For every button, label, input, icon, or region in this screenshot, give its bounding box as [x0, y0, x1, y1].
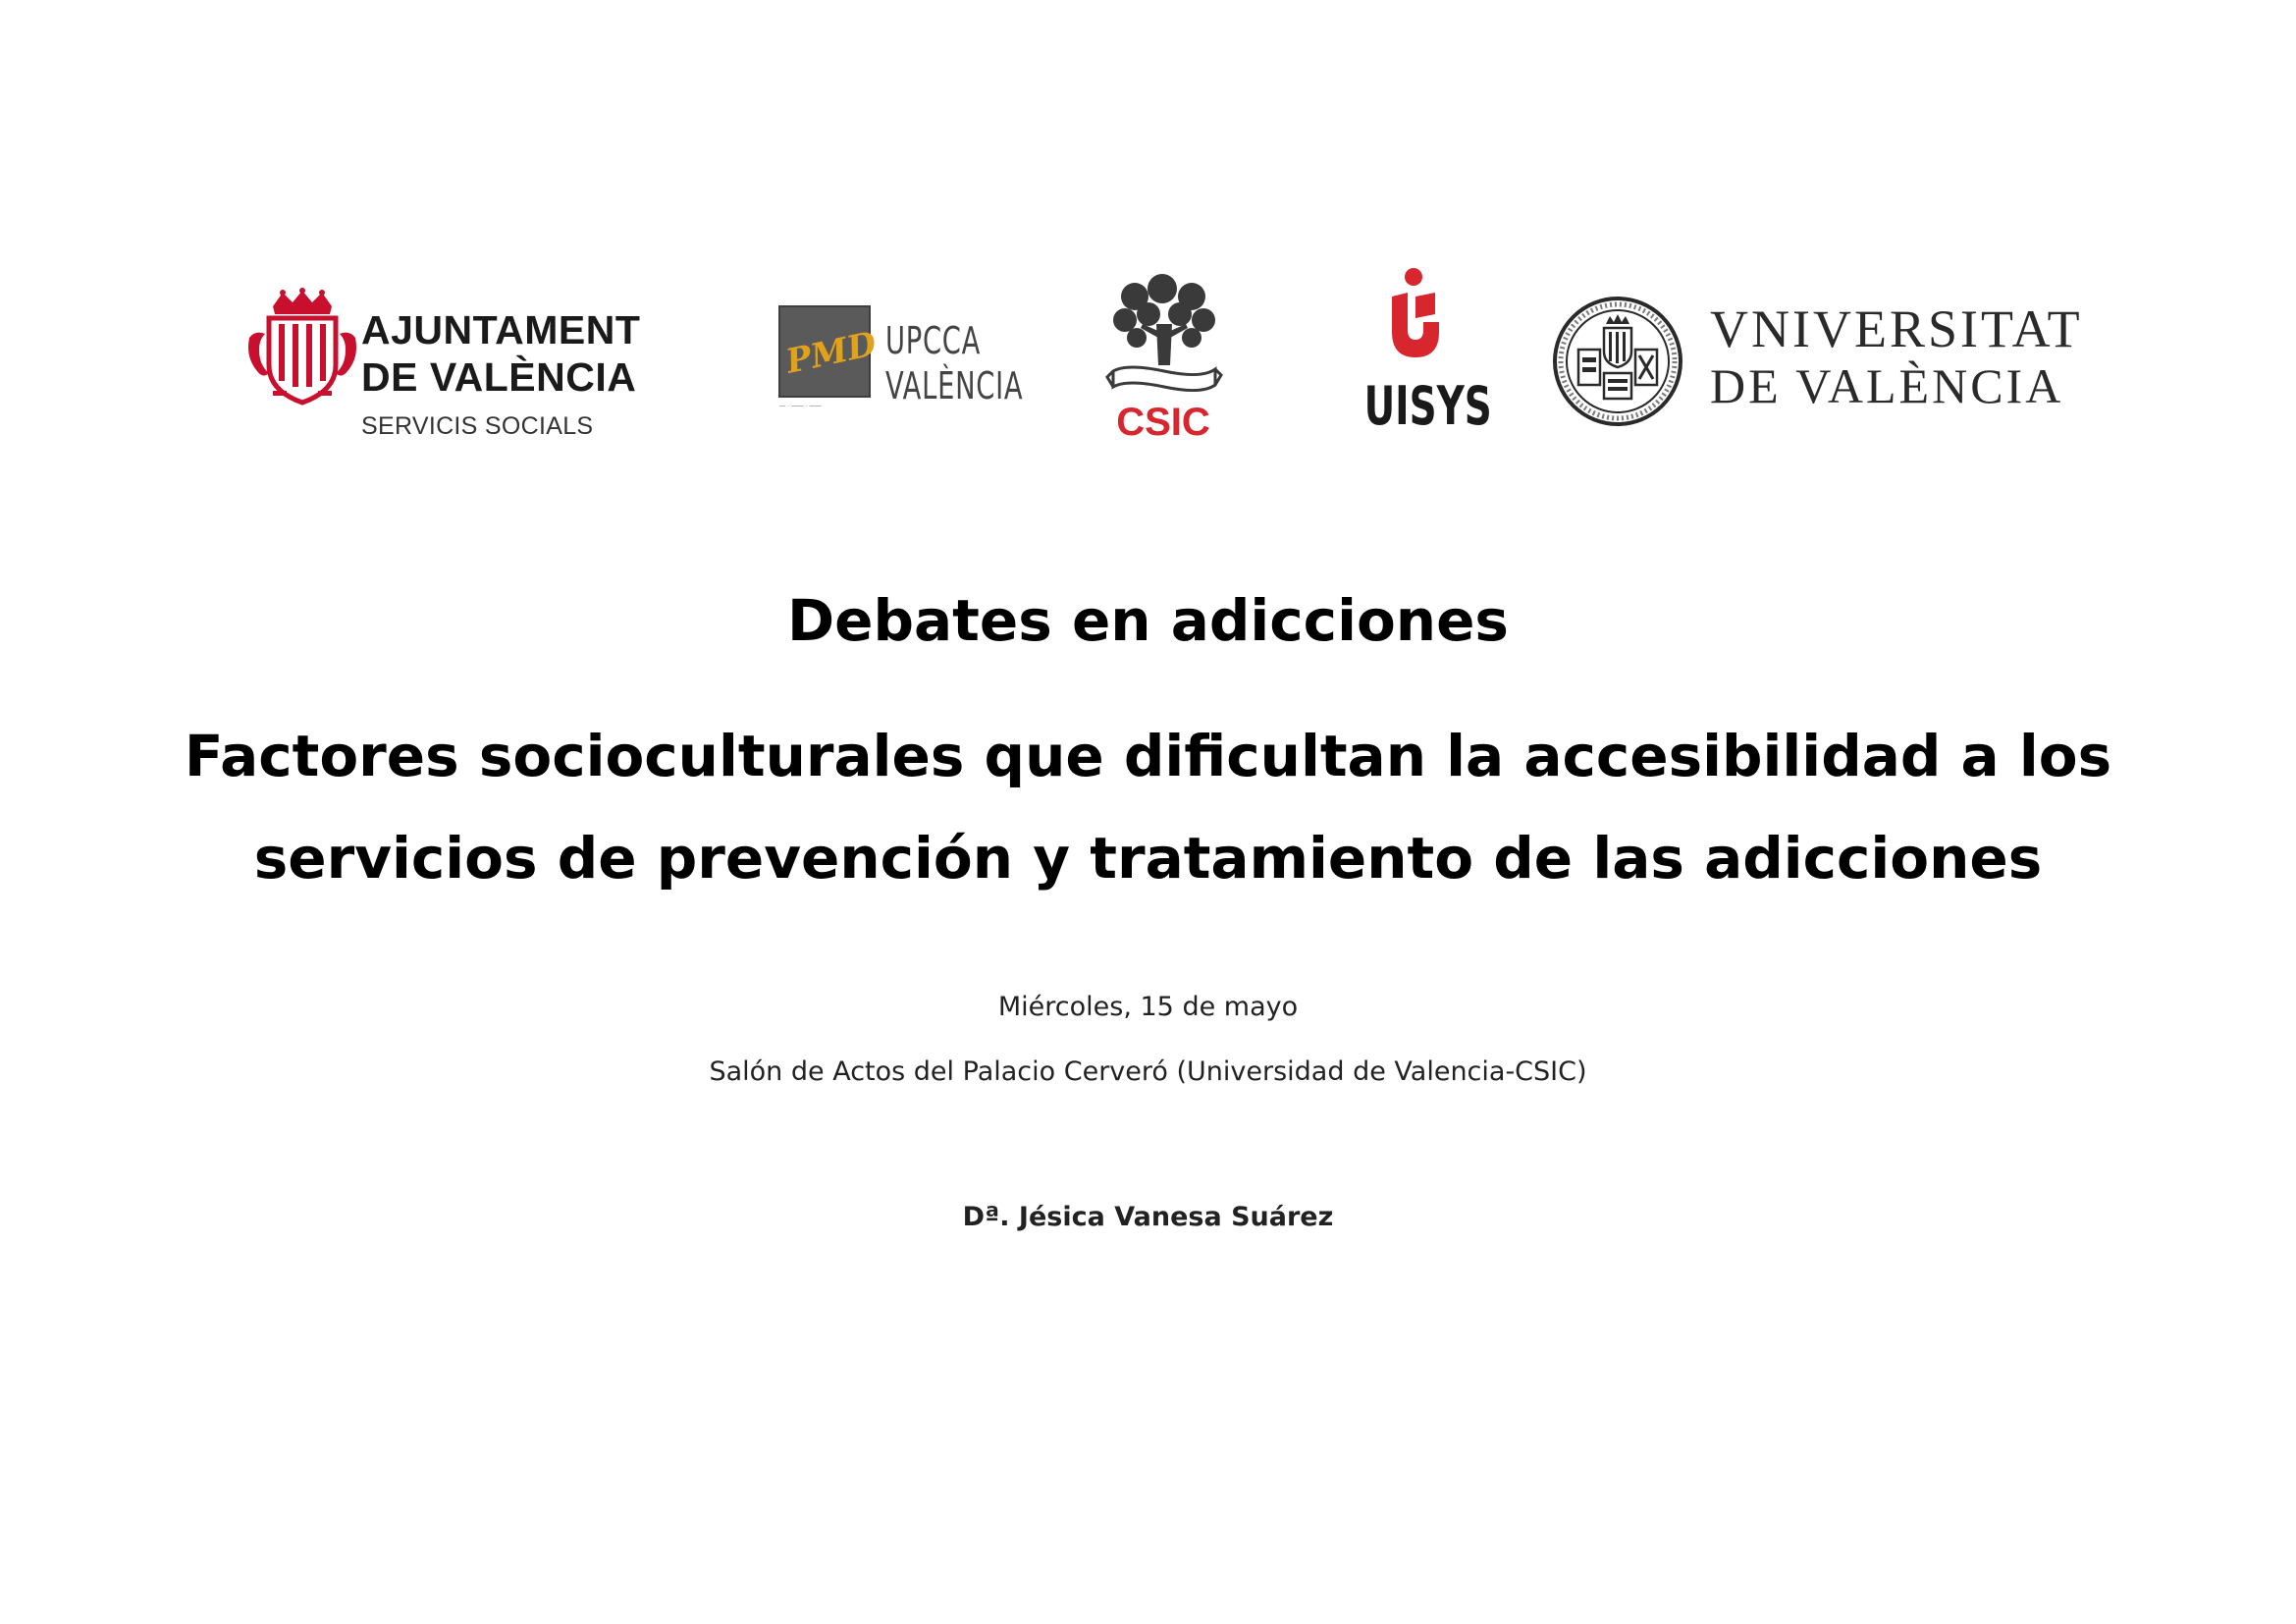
pmd-badge-text: PMD	[782, 324, 881, 382]
pmd-upcca-logo	[775, 295, 1024, 432]
uisys-wordmark: UISYS	[1363, 375, 1492, 437]
universitat-wordmark	[1710, 300, 2083, 414]
pmd-subtitle: — · —— · ——	[779, 404, 822, 409]
universitat-line2: DE VALÈNCIA	[1710, 358, 2064, 413]
ajuntament-wordmark	[361, 306, 640, 446]
university-seal-icon	[1551, 295, 1684, 428]
ajuntament-valencia-logo	[243, 285, 646, 442]
pmd-badge-icon	[779, 306, 881, 397]
event-speaker: Dª. Jésica Vanesa Suárez	[962, 1202, 1334, 1232]
csic-wordmark: CSIC	[1116, 401, 1210, 444]
csic-logo	[1099, 275, 1227, 447]
ajuntament-name-line1: AJUNTAMENT	[361, 307, 641, 352]
uisys-logo	[1345, 267, 1492, 444]
universitat-valencia-logo	[1551, 275, 2083, 442]
event-venue: Salón de Actos del Palacio Cerveró (Universidad de Valencia-CSIC)	[709, 1056, 1587, 1087]
ajuntament-name-line2: DE VALÈNCIA	[361, 354, 637, 400]
upcca-wordmark	[885, 318, 1023, 408]
ajuntament-department: SERVICIS SOCIALS	[361, 412, 594, 440]
event-date: Miércoles, 15 de mayo	[997, 992, 1299, 1022]
uisys-emblem-icon	[1374, 267, 1453, 375]
tree-icon	[1107, 275, 1221, 398]
event-series-title: Debates en adicciones	[787, 587, 1509, 654]
upcca-line1: UPCCA	[885, 319, 982, 362]
valencia-coat-of-arms-icon	[243, 289, 361, 408]
event-talk-title: Factores socioculturales que dificultan la accesibilidad a los servicios de prevención y tratamiento de las adicciones	[184, 723, 2112, 892]
upcca-line2: VALÈNCIA	[885, 364, 1024, 407]
universitat-line1: VNIVERSITAT	[1710, 299, 2083, 358]
